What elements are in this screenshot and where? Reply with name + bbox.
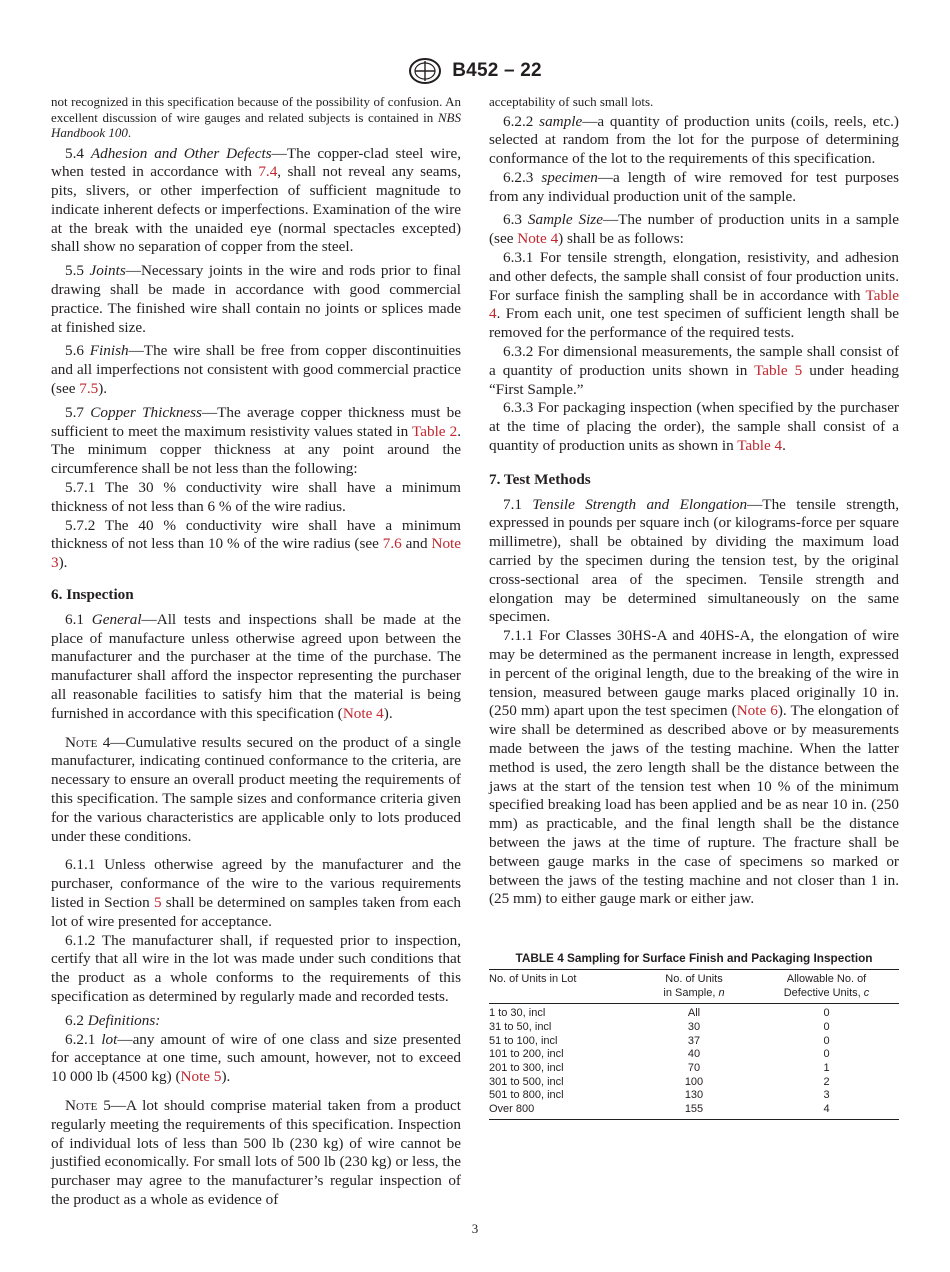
ref-note-4-b[interactable]: Note 4: [517, 230, 559, 248]
ref-table-5[interactable]: Table 5: [754, 361, 803, 379]
left-column: [51, 94, 461, 1210]
section-6-3: 6.3 Sample Size—The number of production units in a sample (see Note 4) shall be as follows:: [489, 211, 899, 248]
section-6-1-2: 6.1.2 The manufacturer shall, if requested prior to inspection, certify that all wire in the lot was made under such conditions that the product as a whole conforms to the requirements of this specification as determined by regularly made and recorded tests.: [51, 931, 461, 1005]
right-column: [489, 94, 899, 1120]
section-6-3-3: 6.3.3 For packaging inspection (when specified by the purchaser at the time of placing the order), the sample shall consist of a quantity of production units as shown in Table 4.: [489, 399, 899, 455]
heading-test-methods: 7. Test Methods: [489, 470, 591, 488]
table-row: 101 to 200, incl 40 0: [489, 1048, 830, 1061]
ref-note-4[interactable]: Note 4: [342, 704, 384, 722]
table-row: 301 to 500, incl 100 2: [489, 1075, 830, 1088]
col-header-units-in-sample: No. of Units in Sample, n: [663, 973, 725, 1000]
table-4-grid: [489, 969, 899, 1120]
ref-table-2[interactable]: Table 2: [412, 422, 458, 440]
table-row: 501 to 800, incl 130 3: [489, 1089, 830, 1102]
section-6-2-2: 6.2.2 sample—a quantity of production units (coils, reels, etc.) selected at random from the lot for the purpose of determining conformance of the lot to the requirements of this specification.: [489, 112, 899, 168]
ref-7-6[interactable]: 7.6: [382, 535, 402, 553]
ref-table-4-b[interactable]: Table 4: [737, 437, 783, 455]
heading-inspection: 6. Inspection: [51, 586, 134, 604]
note-5: Note 5—A lot should comprise material taken from a product regularly meeting the requirements of this specification. Inspection of individual lots of less than 500 lb (230 kg) of wire cannot be justified economically. For small lots of 500 lb (230 kg) or less, the purchaser may agree to the manufacturer’s regular inspection of the product as a whole as evidence of: [51, 1096, 461, 1208]
ref-table-4[interactable]: Table 4: [489, 286, 899, 323]
col-header-allowable-defective: Allowable No. of Defective Units, c: [783, 973, 870, 1000]
ref-7-4[interactable]: 7.4: [258, 163, 278, 181]
table-4: [489, 951, 899, 1120]
table-row: Over 800 155 4: [489, 1103, 899, 1119]
ref-7-5[interactable]: 7.5: [79, 380, 99, 398]
table-row: 1 to 30, incl All 0: [489, 1007, 830, 1020]
ref-note-3[interactable]: Note 3: [51, 535, 462, 572]
paragraph-continued: not recognized in this specification because of the possibility of confusion. An excellent discussion of wire gauges and related subjects is contained in NBS Handbook 100.: [51, 94, 461, 140]
section-5-7-1: 5.7.1 The 30 % conductivity wire shall have a minimum thickness of not less than 6 % of the wire radius.: [51, 479, 461, 515]
page-header: [0, 57, 950, 85]
section-5-7-2: 5.7.2 The 40 % conductivity wire shall have a minimum thickness of not less than 10 % of the wire radius (see 7.6 and Note 3).: [51, 516, 462, 572]
section-7-1: 7.1 Tensile Strength and Elongation—The tensile strength, expressed in pounds per square inch (or kilograms-force per square millimetre), shall be obtained by dividing the maximum load carried by the specimen during the tension test, by the original cross-sectional area of the specimen. Tensile strength and elongation may be determined simultaneously on the same specimen.: [489, 495, 900, 626]
page-number: 3: [471, 1221, 479, 1236]
section-6-2-1: 6.2.1 lot—any amount of wire of one class and size presented for acceptance at one time, such amount, however, not to exceed 10 000 lb (4500 kg) (Note 5).: [51, 1030, 461, 1086]
section-5-6: 5.6 Finish—The wire shall be free from copper discontinuities and all imperfections not consistent with good commercial practice (see 7.5).: [51, 342, 461, 398]
table-row: 201 to 300, incl 70 1: [489, 1061, 830, 1074]
ref-note-6[interactable]: Note 6: [736, 702, 778, 720]
ref-note-5[interactable]: Note 5: [180, 1068, 222, 1086]
section-7-1-1: 7.1.1 For Classes 30HS-A and 40HS-A, the elongation of wire may be determined as the permanent increase in length, expressed in percent of the original length, due to the breaking of the wire in tension, measured between gauge marks placed originally 10 in. (250 mm) apart upon the test specimen (Note 6). The elongation of wire shall be determined as described above or by measurements made between the jaws of the testing machine. When the latter method is used, the zero length shall be the distance between the jaws at the start of the tension test when 10 % of the minimum specified breaking load has been applied and be as near 10 in. (250 mm) as practicable, and the final length shall be the distance between the jaws at the time of rupture. The fracture shall be between gauge marks in the case of specimens so marked or between the jaws of the testing machine and not closer than 1 in. (25 mm) to either gauge mark or either jaw.: [489, 627, 899, 908]
section-6-1-1: 6.1.1 Unless otherwise agreed by the manufacturer and the purchaser, conformance of the wire to the various requirements listed in Section 5 shall be determined on samples taken from each lot of wire presented for acceptance.: [51, 856, 461, 930]
astm-logo-icon: [408, 57, 442, 85]
section-6-2: 6.2 Definitions:: [65, 1011, 161, 1029]
section-5-5: 5.5 Joints—Necessary joints in the wire and rods prior to final drawing shall be made in accordance with good commercial practice. The finished wire shall contain no joints or splices made at finished size.: [51, 262, 462, 336]
section-5-7: 5.7 Copper Thickness—The average copper thickness must be sufficient to meet the maximum resistivity values stated in Table 2. The minimum copper thickness at any point around the circumference shall be not less than the following:: [51, 403, 462, 478]
table-row: 51 to 100, incl 37 0: [489, 1034, 830, 1047]
note-5-continued: acceptability of such small lots.: [489, 94, 654, 109]
table-header-row: [489, 970, 899, 1004]
col-header-units-in-lot: No. of Units in Lot: [489, 973, 577, 986]
document-id: B452 – 22: [452, 60, 542, 81]
table-4-title: TABLE 4 Sampling for Surface Finish and Packaging Inspection: [515, 951, 873, 966]
section-6-2-3: 6.2.3 specimen—a length of wire removed for test purposes from any individual production unit of the sample.: [489, 168, 899, 205]
ref-section-5[interactable]: 5: [153, 893, 162, 911]
table-row: 31 to 50, incl 30 0: [489, 1020, 830, 1033]
note-4: Note 4—Cumulative results secured on the product of a single manufacturer, indicating continued conformance to the criteria, are necessary to ensure an overall product meeting the requirements of this specification. The sample sizes and conformance criteria given for the various characteristics are applicable only to lots produced under these conditions.: [51, 733, 461, 845]
section-6-3-2: 6.3.2 For dimensional measurements, the sample shall consist of a quantity of production units shown in Table 5 under heading “First Sample.”: [489, 343, 900, 398]
section-6-3-1: 6.3.1 For tensile strength, elongation, resistivity, and adhesion and other defects, the sample shall consist of four production units. For surface finish the sampling shall be in accordance with Table 4. From each unit, one test specimen of sufficient length shall be removed for the performance of the required tests.: [489, 249, 899, 342]
section-6-1: 6.1 General—All tests and inspections shall be made at the place of manufacture unless otherwise agreed upon between the manufacturer and the purchaser at the time of the purchase. The manufacturer shall afford the inspector representing the purchaser all reasonable facilities to satisfy him that the material is being furnished in accordance with this specification (Note 4).: [51, 610, 461, 722]
section-5-4: 5.4 Adhesion and Other Defects—The copper-clad steel wire, when tested in accordance with 7.4, shall not reveal any seams, pits, slivers, or other imperfection of sufficient magnitude to indicate inherent defects or imperfections. Examination of the wire at the break with the unaided eye (normal spectacles excepted) shall show no separation of copper from the steel.: [51, 144, 462, 256]
